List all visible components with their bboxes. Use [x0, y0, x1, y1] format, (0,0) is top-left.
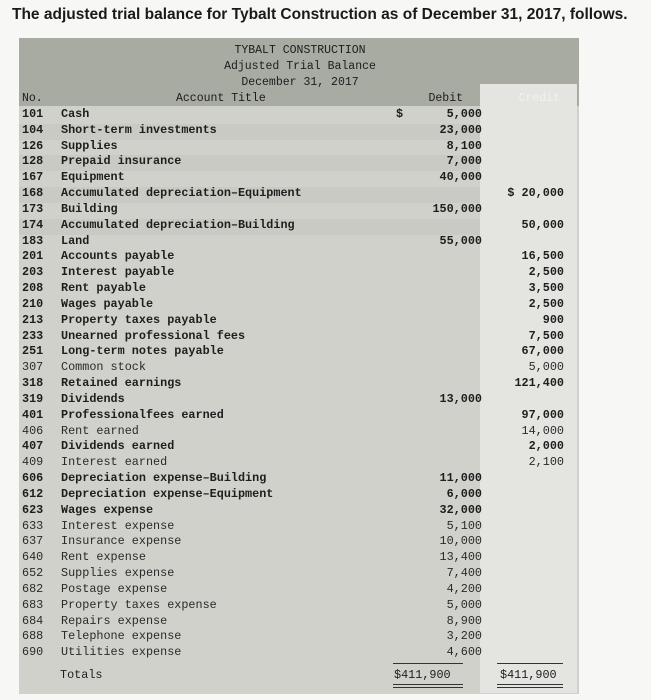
debit-amount: 4,200 — [446, 582, 482, 596]
debit-amount: 3,200 — [446, 629, 482, 643]
account-title: Building — [61, 202, 118, 216]
account-title: Telephone expense — [61, 629, 182, 643]
table-row — [22, 424, 572, 440]
table-row — [22, 281, 572, 297]
totals-label: Totals — [60, 668, 103, 682]
account-number: 167 — [22, 170, 44, 184]
account-number: 183 — [22, 234, 44, 248]
account-number: 406 — [22, 424, 44, 438]
debit-amount: 10,000 — [439, 534, 482, 548]
totals-credit: $411,900 — [500, 668, 557, 682]
account-title: Equipment — [61, 170, 125, 184]
table-row — [22, 614, 572, 630]
account-title: Accounts payable — [61, 249, 175, 263]
debit-amount: 7,000 — [446, 154, 482, 168]
credit-amount: 900 — [542, 313, 564, 327]
account-number: 623 — [22, 503, 44, 517]
account-number: 633 — [22, 519, 44, 533]
account-number: 690 — [22, 645, 44, 659]
table-row — [22, 503, 572, 519]
account-number: 168 — [22, 186, 44, 200]
column-header-account-title: Account Title — [176, 92, 266, 105]
debit-amount: 4,600 — [446, 645, 482, 659]
table-row — [22, 123, 572, 139]
account-title: Supplies — [61, 139, 118, 153]
debit-amount: 5,000 — [446, 598, 482, 612]
credit-double-rule-1 — [497, 684, 563, 685]
table-row — [22, 582, 572, 598]
account-title: Wages payable — [61, 297, 154, 311]
credit-double-rule-2 — [497, 687, 563, 688]
table-row — [22, 154, 572, 170]
table-row — [22, 455, 572, 471]
account-number: 307 — [22, 360, 44, 374]
debit-amount: 40,000 — [439, 170, 482, 184]
debit-amount: 8,100 — [446, 139, 482, 153]
report-date: December 31, 2017 — [241, 76, 359, 89]
account-number: 174 — [22, 218, 44, 232]
account-title: Retained earnings — [61, 376, 182, 390]
account-title: Depreciation expense–Equipment — [61, 487, 274, 501]
table-row — [22, 645, 572, 661]
debit-amount: 55,000 — [439, 234, 482, 248]
table-row — [22, 313, 572, 329]
totals-debit: $411,900 — [394, 668, 451, 682]
table-row — [22, 439, 572, 455]
account-title: Prepaid insurance — [61, 154, 182, 168]
company-name: TYBALT CONSTRUCTION — [234, 44, 366, 57]
table-row — [22, 234, 572, 250]
account-title: Short-term investments — [61, 123, 217, 137]
account-number: 251 — [22, 344, 44, 358]
debit-amount: 13,400 — [439, 550, 482, 564]
table-row — [22, 629, 572, 645]
debit-amount: 6,000 — [446, 487, 482, 501]
account-title: Dividends — [61, 392, 125, 406]
account-number: 606 — [22, 471, 44, 485]
credit-amount: 5,000 — [528, 360, 564, 374]
account-title: Interest payable — [61, 265, 175, 279]
account-title: Insurance expense — [61, 534, 182, 548]
table-row — [22, 392, 572, 408]
account-number: 203 — [22, 265, 44, 279]
account-number: 210 — [22, 297, 44, 311]
account-title: Dividends earned — [61, 439, 175, 453]
account-title: Depreciation expense–Building — [61, 471, 267, 485]
debit-amount: 23,000 — [439, 123, 482, 137]
debit-amount: 32,000 — [439, 503, 482, 517]
account-number: 684 — [22, 614, 44, 628]
account-number: 173 — [22, 202, 44, 216]
account-title: Wages expense — [61, 503, 154, 517]
page-heading: The adjusted trial balance for Tybalt Construction as of December 31, 2017, follows. — [12, 6, 628, 23]
debit-amount: 8,900 — [446, 614, 482, 628]
account-title: Long-term notes payable — [61, 344, 224, 358]
account-number: 104 — [22, 123, 44, 137]
account-number: 126 — [22, 139, 44, 153]
table-row — [22, 107, 572, 123]
table-row — [22, 265, 572, 281]
account-title: Supplies expense — [61, 566, 175, 580]
credit-amount: 16,500 — [521, 249, 564, 263]
account-title: Interest expense — [61, 519, 175, 533]
credit-amount: 67,000 — [521, 344, 564, 358]
account-title: Unearned professional fees — [61, 329, 246, 343]
table-row — [22, 329, 572, 345]
table-row — [22, 376, 572, 392]
account-title: Rent payable — [61, 281, 146, 295]
account-number: 318 — [22, 376, 44, 390]
account-number: 201 — [22, 249, 44, 263]
account-title: Property taxes expense — [61, 598, 217, 612]
table-row — [22, 487, 572, 503]
account-number: 233 — [22, 329, 44, 343]
column-header-debit: Debit — [428, 92, 463, 105]
debit-double-rule-2 — [393, 687, 463, 688]
credit-amount: 2,000 — [528, 439, 564, 453]
table-row — [22, 598, 572, 614]
table-row — [22, 360, 572, 376]
credit-amount: 2,500 — [528, 265, 564, 279]
account-title: Cash — [61, 107, 90, 121]
credit-amount: 121,400 — [514, 376, 564, 390]
table-row — [22, 550, 572, 566]
credit-amount: 3,500 — [528, 281, 564, 295]
account-title: Rent earned — [61, 424, 139, 438]
account-title: Repairs expense — [61, 614, 168, 628]
credit-amount: 2,100 — [528, 455, 564, 469]
account-title: Common stock — [61, 360, 146, 374]
account-title: Rent expense — [61, 550, 146, 564]
account-number: 213 — [22, 313, 44, 327]
table-row — [22, 249, 572, 265]
account-number: 652 — [22, 566, 44, 580]
column-header-no: No. — [22, 92, 43, 105]
credit-amount: 2,500 — [528, 297, 564, 311]
table-row — [22, 139, 572, 155]
credit-amount: $ 20,000 — [507, 186, 564, 200]
account-title: Accumulated depreciation–Equipment — [61, 186, 302, 200]
account-number: 612 — [22, 487, 44, 501]
account-title: Utilities expense — [61, 645, 182, 659]
account-number: 640 — [22, 550, 44, 564]
debit-amount: 11,000 — [439, 471, 482, 485]
account-number: 407 — [22, 439, 44, 453]
account-number: 683 — [22, 598, 44, 612]
account-number: 409 — [22, 455, 44, 469]
account-title: Postage expense — [61, 582, 168, 596]
account-number: 682 — [22, 582, 44, 596]
column-header-credit: Credit — [518, 92, 560, 105]
debit-amount: 7,400 — [446, 566, 482, 580]
account-title: Land — [61, 234, 90, 248]
table-row — [22, 186, 572, 202]
debit-amount: 13,000 — [439, 392, 482, 406]
table-row — [22, 202, 572, 218]
table-row — [22, 297, 572, 313]
cash-dollar-sign: $ — [396, 107, 404, 121]
account-title: Accumulated depreciation–Building — [61, 218, 295, 232]
table-row — [22, 566, 572, 582]
account-number: 319 — [22, 392, 44, 406]
credit-amount: 50,000 — [521, 218, 564, 232]
debit-double-rule-1 — [393, 684, 463, 685]
table-row — [22, 218, 572, 234]
account-number: 208 — [22, 281, 44, 295]
debit-amount: 150,000 — [432, 202, 482, 216]
account-title: Interest earned — [61, 455, 168, 469]
credit-amount: 97,000 — [521, 408, 564, 422]
table-row — [22, 344, 572, 360]
debit-total-rule — [393, 663, 463, 664]
table-row — [22, 170, 572, 186]
account-number: 128 — [22, 154, 44, 168]
table-row — [22, 534, 572, 550]
account-number: 101 — [22, 107, 44, 121]
debit-amount: 5,100 — [446, 519, 482, 533]
debit-amount: 5,000 — [446, 107, 482, 121]
table-row — [22, 471, 572, 487]
credit-total-rule — [497, 663, 563, 664]
table-row — [22, 519, 572, 535]
account-title: Professionalfees earned — [61, 408, 224, 422]
account-number: 637 — [22, 534, 44, 548]
credit-amount: 7,500 — [528, 329, 564, 343]
account-number: 688 — [22, 629, 44, 643]
report-name: Adjusted Trial Balance — [224, 60, 376, 73]
credit-amount: 14,000 — [521, 424, 564, 438]
account-number: 401 — [22, 408, 44, 422]
table-row — [22, 408, 572, 424]
account-title: Property taxes payable — [61, 313, 217, 327]
